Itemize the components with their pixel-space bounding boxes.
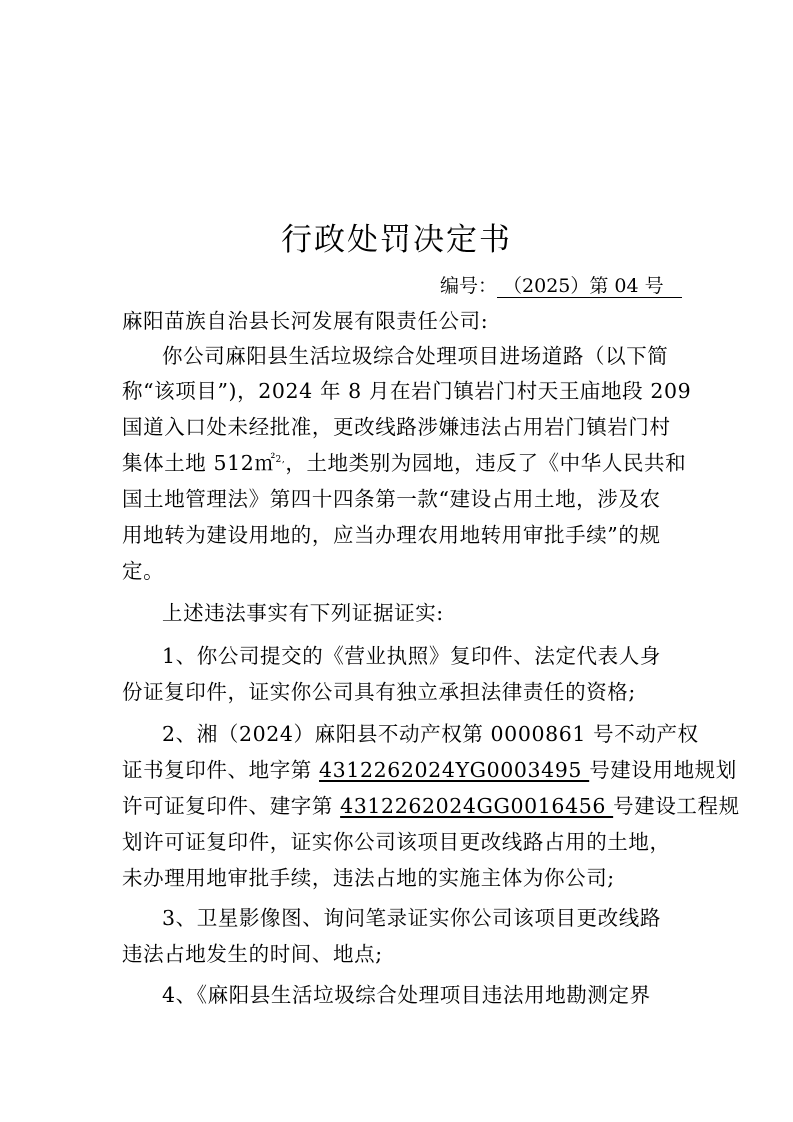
document-number-value: （2025）第 04 号 [497, 275, 682, 298]
paragraph-line: 国道入口处未经批准，更改线路涉嫌违法占用岩门镇岩门村 [122, 415, 671, 439]
evidence-text: 号建设用地规划 [589, 758, 737, 782]
paragraph-line [122, 448, 686, 478]
paragraph-line: 称“该项目”)，2024 年 8 月在岩门镇岩门村天王庙地段 209 [122, 379, 692, 403]
paragraph-text: 集体土地 512㎡ [122, 451, 276, 475]
evidence-line: 未办理用地审批手续，违法占地的实施主体为你公司; [122, 866, 615, 890]
document-number [440, 273, 682, 299]
paragraph-line: 上述违法事实有下列证据证实: [162, 601, 444, 625]
evidence-line: 份证复印件，证实你公司具有独立承担法律责任的资格; [122, 680, 636, 704]
document-number-label: 编号： [440, 275, 498, 297]
evidence-line: 4、《麻阳县生活垃圾综合处理项目违法用地勘测定界 [162, 983, 651, 1007]
document-title: 行政处罚决定书 [281, 222, 512, 258]
evidence-line: 3、卫星影像图、询问笔录证实你公司该项目更改线路 [162, 906, 661, 930]
paragraph-text: ，土地类别为园地，违反了《中华人民共和 [285, 451, 687, 475]
evidence-text: 号建设工程规 [613, 794, 740, 818]
paragraph-line: 国土地管理法》第四十四条第一款“建设占用土地，涉及农 [122, 487, 661, 511]
evidence-line: 划许可证复印件，证实你公司该项目更改线路占用的土地， [122, 830, 671, 854]
evidence-line [122, 755, 737, 785]
evidence-text: 许可证复印件、建字第 [122, 794, 341, 818]
land-planning-permit-number: 4312262024YG0003495 [319, 758, 590, 782]
construction-permit-number: 4312262024GG0016456 [340, 794, 614, 818]
addressee: 麻阳苗族自治县长河发展有限责任公司: [122, 309, 489, 333]
evidence-text: 证书复印件、地字第 [122, 758, 320, 782]
evidence-line [122, 791, 740, 821]
paragraph-line: 用地转为建设用地的，应当办理农用地转用审批手续”的规 [122, 523, 661, 547]
paragraph-line: 你公司麻阳县生活垃圾综合处理项目进场道路（以下简 [162, 344, 669, 368]
evidence-line: 违法占地发生的时间、地点; [122, 942, 383, 966]
superscript: 2, [275, 455, 286, 466]
evidence-line: 1、你公司提交的《营业执照》复印件、法定代表人身 [162, 644, 661, 668]
paragraph-line: 定。 [122, 559, 165, 583]
evidence-line: 2、湘（2024）麻阳县不动产权第 0000861 号不动产权 [162, 722, 699, 746]
